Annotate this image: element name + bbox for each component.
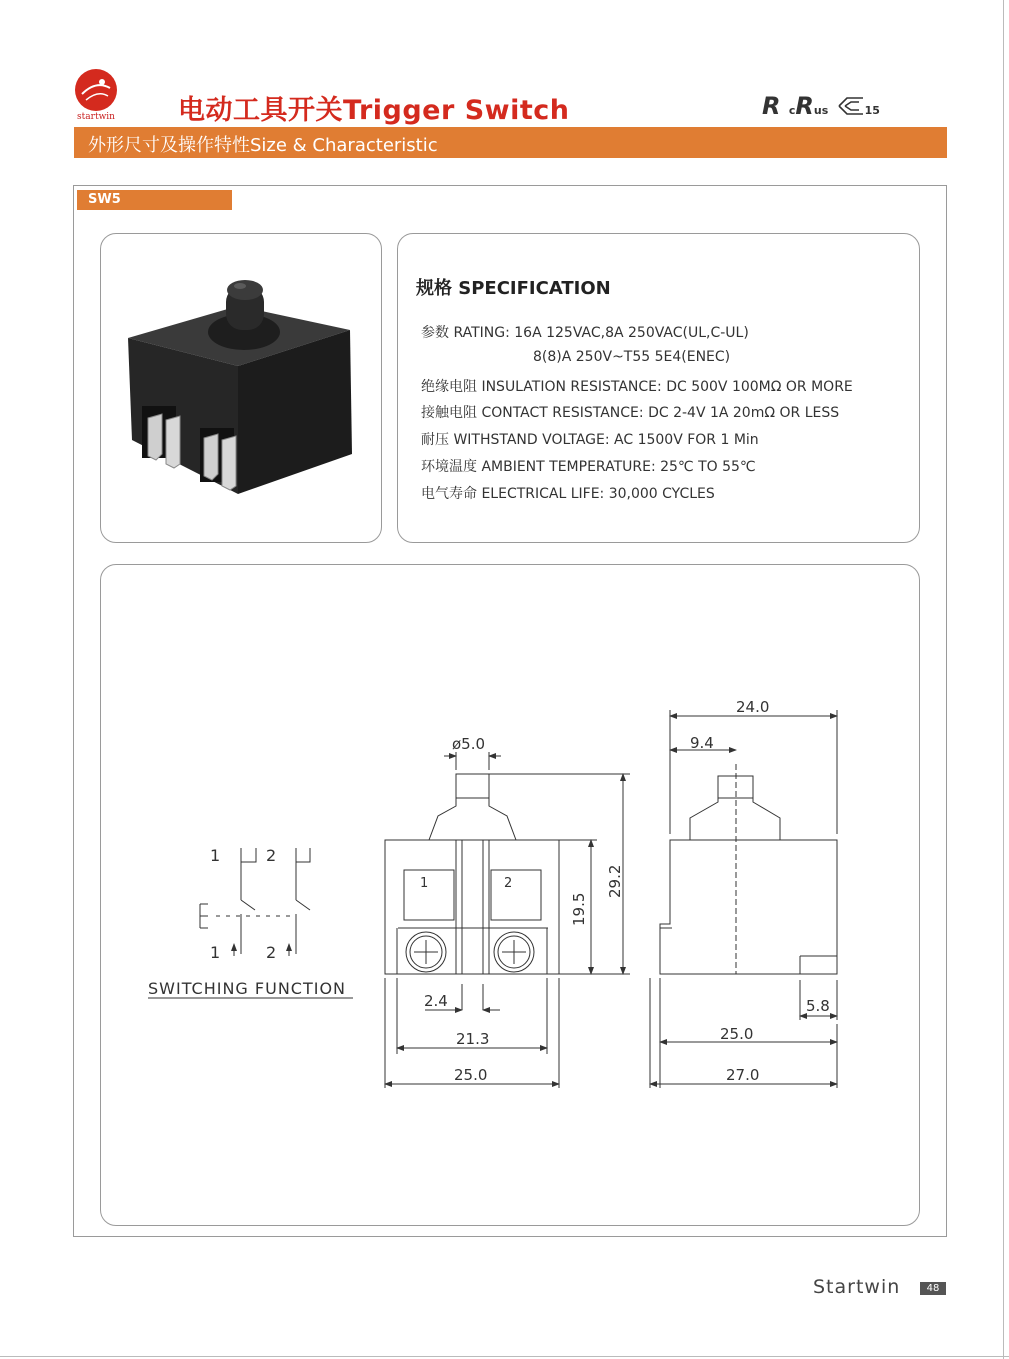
spec-life: 电气寿命 ELECTRICAL LIFE: 30,000 CYCLES: [421, 486, 715, 502]
terminal-label: 1: [210, 943, 221, 962]
terminal-label: 1: [210, 846, 221, 865]
specification-title: 规格 SPECIFICATION: [416, 278, 611, 299]
terminal-label: 1: [420, 876, 429, 891]
spec-rating-enec: 8(8)A 250V~T55 5E4(ENEC): [533, 349, 731, 365]
spec-insulation: 绝缘电阻 INSULATION RESISTANCE: DC 500V 100MΩ OR MORE: [421, 379, 853, 395]
enec-number: 15: [864, 104, 880, 117]
enec-mark-icon: [837, 96, 865, 116]
us-label: us: [813, 104, 829, 117]
dim-body-height: 19.5: [570, 892, 588, 926]
logo-text: startwin: [77, 112, 115, 122]
footer-brand: Startwin: [813, 1276, 901, 1298]
c-label: c: [788, 104, 796, 117]
dim-side-width-1: 25.0: [720, 1025, 754, 1043]
dim-front-width: 25.0: [454, 1066, 488, 1084]
ul-mark-icon: R: [762, 92, 781, 120]
terminal-label: 2: [266, 943, 277, 962]
dim-gap: 2.4: [424, 992, 448, 1010]
page-subtitle: 外形尺寸及操作特性Size & Characteristic: [88, 135, 438, 156]
page-number: 48: [920, 1282, 946, 1295]
dim-side-notch: 5.8: [806, 997, 830, 1015]
dim-inner-width: 21.3: [456, 1030, 490, 1048]
page-edge: [1003, 0, 1004, 1359]
dim-side-width-2: 27.0: [726, 1066, 760, 1084]
certification-marks: [762, 92, 880, 120]
cul-mark-icon: R: [795, 92, 814, 120]
page-title: 电动工具开关Trigger Switch: [178, 95, 570, 126]
terminal-label: 2: [504, 876, 513, 891]
dim-side-offset: 9.4: [690, 734, 714, 752]
spec-rating: 参数 RATING: 16A 125VAC,8A 250VAC(UL,C-UL): [421, 325, 749, 341]
dimension-drawing: [100, 564, 920, 1226]
dim-diameter: ø5.0: [452, 735, 486, 753]
product-photo: [118, 268, 368, 508]
spec-temperature: 环境温度 AMBIENT TEMPERATURE: 25℃ TO 55℃: [421, 459, 756, 475]
dim-total-height: 29.2: [606, 864, 624, 898]
spec-contact: 接触电阻 CONTACT RESISTANCE: DC 2-4V 1A 20mΩ OR LESS: [421, 405, 840, 421]
switching-function-label: SWITCHING FUNCTION: [148, 979, 347, 998]
model-tag-label: SW5: [88, 192, 121, 207]
terminal-label: 2: [266, 846, 277, 865]
page-edge: [0, 1356, 1009, 1357]
dim-side-top-width: 24.0: [736, 698, 770, 716]
spec-voltage: 耐压 WITHSTAND VOLTAGE: AC 1500V FOR 1 Min: [421, 432, 759, 448]
